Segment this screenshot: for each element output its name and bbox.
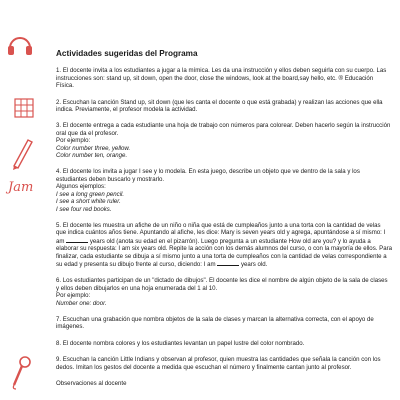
headphones-icon — [6, 32, 34, 58]
activity-item — [56, 277, 392, 307]
activity-item — [56, 222, 392, 268]
activity-text-part: 5. El docente les muestra un afiche de un niño o niña que está de cumpleaños junto a una torta con la cantidad de velas que indica cuántos años tiene. Apuntando al afiche, les dice: Mary is seven years old y agrega, apuntándose a sí mismo: I am — [56, 221, 386, 245]
activity-text — [56, 222, 392, 268]
document-content — [56, 50, 392, 387]
activity-item — [56, 168, 392, 212]
activity-text: 4. El docente los invita a jugar I see y lo modela. En esta juego, describe un objeto que ve dentro de la sala y los estudiantes deben buscarlo y mostrarlo. — [56, 168, 360, 183]
page-title: Actividades sugeridas del Programa — [56, 49, 198, 58]
examples-label: Algunos ejemplos: — [56, 183, 106, 191]
activity-text: 8. El docente nombra colores y los estudiantes levantan un papel lustre del color nombrado. — [56, 339, 305, 347]
example-line: I see four red books. — [56, 205, 112, 213]
blank-line — [217, 260, 239, 266]
activity-text: 6. Los estudiantes participan de un "dictado de dibujos". El docente les dice el nombre de algún objeto de la sala de clases y ellos deben dibujarlos en una hoja enumerada del 1 al 10. — [56, 277, 388, 292]
activity-text: 3. El docente entrega a cada estudiante una hoja de trabajo con números para colorear. Deben hacerlo según la instrucción oral que da el profesor. — [56, 122, 391, 137]
activity-item — [56, 340, 392, 347]
activity-item — [56, 67, 392, 89]
example-line: Color number ten, orange. — [56, 152, 128, 160]
activity-text-part: years old (anota su edad en el pizarrón). Luego pregunta a un estudiante How old are you? y lo ayuda a elaborar su respuesta: I am six years old. Repite la acción con los demás alumnos del curso, o con la mayoría de ellos. Para finalizar, cada estudiante se dibuja a sí mismo junto a una torta de cumpleaños con la cantidad de velas correspondiente a su edad y presenta su dibujo frente al curso, diciendo: I am — [56, 237, 393, 268]
examples-label: Por ejemplo: — [56, 137, 91, 145]
activity-text: 2. Escuchan la canción Stand up, sit down (que les canta el docente o que está grabada) y realizan las acciones que ella indica. Previamente, el profesor modela la actividad. — [56, 98, 383, 114]
footer-heading: Observaciones al docente — [56, 380, 127, 387]
example-line: I see a long green pencil. — [56, 190, 125, 198]
activity-text-part: years old. — [239, 260, 268, 268]
activity-text: 7. Escuchan una grabación que nombra objetos de la sala de clases y marcan la alternativa correcta, con el apoyo de imágenes. — [56, 315, 374, 331]
activity-item — [56, 356, 392, 371]
activity-text: 9. Escuchan la canción Little Indians y observan al profesor, quien muestra las cantidades que señala la canción con los dedos. Imitan los gestos del docente a medida que escuchan el número y finalmente cantan junto al profesor. — [56, 356, 381, 371]
activity-item — [56, 99, 392, 114]
microphone-icon — [10, 355, 32, 391]
activity-text: 1. El docente invita a los estudiantes a jugar a la mímica. Les da una instrucción y ellos deben seguirla con su cuerpo. Las instrucciones son: stand up, sit down, open the door, close the windows, look at the board,say hello, etc. ® Educación Física. — [56, 67, 387, 90]
pencil-icon — [8, 136, 34, 170]
examples-label: Por ejemplo: — [56, 292, 91, 300]
example-line: I see a short white ruler. — [56, 198, 121, 206]
activity-item — [56, 122, 392, 159]
example-line: Color number three, yellow. — [56, 144, 131, 152]
handwritten-word: Jam — [8, 180, 34, 195]
activity-item — [56, 316, 392, 331]
grid-icon — [14, 98, 34, 118]
blank-line — [66, 237, 88, 243]
example-line: Number one: door. — [56, 299, 107, 307]
decorative-sidebar — [0, 0, 48, 400]
